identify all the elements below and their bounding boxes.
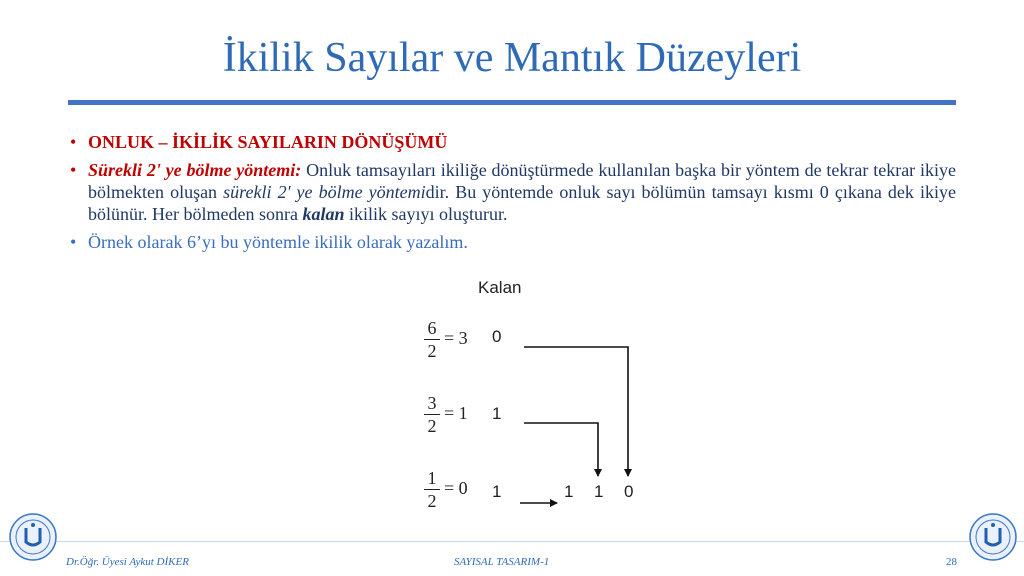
bullet-dot-icon: • xyxy=(70,232,77,252)
step-denominator: 2 xyxy=(427,491,437,511)
division-diagram xyxy=(400,276,660,516)
footer-course: SAYISAL TASARIM-1 xyxy=(454,556,550,568)
step-denominator: 2 xyxy=(427,416,437,436)
remainder-digit: 1 xyxy=(492,482,502,501)
example-text: Örnek olarak 6’yı bu yöntemle ikilik olarak yazalım. xyxy=(88,232,468,252)
bullet-dot-icon: • xyxy=(70,132,77,152)
remainder-digit: 1 xyxy=(492,404,502,423)
university-seal-icon xyxy=(8,512,58,562)
footer-author: Dr.Öğr. Üyesi Aykut DİKER xyxy=(66,556,189,568)
remainder-digit: 0 xyxy=(492,327,502,346)
arrow-remainder-1 xyxy=(524,347,628,476)
method-text-1: Onluk tamsayıları ikiliğe dönüştürmede kullanılan başka bir yöntem de tekrar tekrar ikiye bölmekten oluşan xyxy=(88,160,956,202)
page-number: 28 xyxy=(946,556,957,568)
method-italic: sürekli 2' ye bölme yöntemi xyxy=(223,182,426,202)
step-result: = 0 xyxy=(444,478,468,498)
arrow-remainder-2 xyxy=(524,423,598,476)
step-result: = 3 xyxy=(444,328,468,348)
footer-divider xyxy=(0,541,1024,542)
step-numerator: 1 xyxy=(427,468,437,488)
slide-body xyxy=(68,131,956,259)
slide-title: İkilik Sayılar ve Mantık Düzeyleri xyxy=(222,35,802,81)
section-heading: ONLUK – İKİLİK SAYILARIN DÖNÜŞÜMÜ xyxy=(88,132,448,152)
step-denominator: 2 xyxy=(427,341,437,361)
bullet-example xyxy=(68,231,956,253)
remainder-header: Kalan xyxy=(478,278,522,297)
binary-digit: 0 xyxy=(624,482,634,501)
binary-digit: 1 xyxy=(594,482,604,501)
method-text-3: ikilik sayıyı oluşturur. xyxy=(344,204,508,224)
step-numerator: 6 xyxy=(427,318,437,338)
arrow-connectors xyxy=(400,276,660,516)
university-seal-icon xyxy=(968,512,1018,562)
bullet-heading xyxy=(68,131,956,153)
step-numerator: 3 xyxy=(427,393,437,413)
method-text-2: dir. Bu yöntemde onluk sayı bölümün tamsayı kısmı 0 çıkana dek ikiye bölünür. Her bölmeden sonra xyxy=(88,182,956,224)
title-divider xyxy=(68,100,956,105)
step-result: = 1 xyxy=(444,403,468,423)
method-kalan: kalan xyxy=(302,204,345,224)
bullet-method xyxy=(68,159,956,225)
binary-digit: 1 xyxy=(564,482,574,501)
method-label: Sürekli 2' ye bölme yöntemi: xyxy=(88,160,302,180)
bullet-dot-icon: • xyxy=(70,160,77,180)
